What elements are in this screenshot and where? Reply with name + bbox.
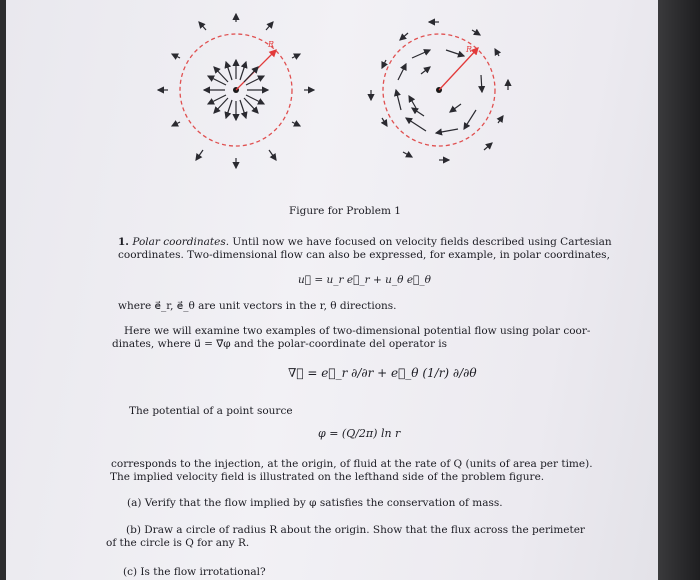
part-c: (c) Is the flow irrotational? xyxy=(123,566,266,578)
corresponds-line-1: corresponds to the injection, at the origin, of fluid at the rate of Q (units of area per time). xyxy=(111,458,593,470)
source-flow-diagram xyxy=(158,14,314,168)
background-edge xyxy=(658,0,700,580)
vortex-radius-label: R xyxy=(466,45,473,54)
source-intro-text: The potential of a point source xyxy=(129,405,293,417)
source-radius-label: R xyxy=(268,40,275,49)
source-potential-equation: φ = (Q/2π) ln r xyxy=(318,427,401,440)
examples-line-2: dinates, where u⃗ = ∇⃗φ and the polar-coordinate del operator is xyxy=(112,338,448,350)
unit-vectors-text: where e⃗_r, e⃗_θ are unit vectors in the r, θ directions. xyxy=(118,300,397,312)
problem-number: 1. xyxy=(118,236,129,248)
problem-intro-line-1 xyxy=(118,235,612,249)
vortex-flow-diagram xyxy=(371,22,508,160)
problem-intro-text: Until now we have focused on velocity fields described using Cartesian xyxy=(232,236,612,248)
part-b-line-1: (b) Draw a circle of radius R about the origin. Show that the flux across the perimeter xyxy=(126,524,585,536)
velocity-equation: u⃗ = u_r e⃗_r + u_θ e⃗_θ xyxy=(298,274,431,286)
problem-intro-line-2: coordinates. Two-dimensional flow can also be expressed, for example, in polar coordinates, xyxy=(118,249,610,261)
problem-figure xyxy=(6,0,658,200)
figure-caption: Figure for Problem 1 xyxy=(289,205,401,217)
problem-title: Polar coordinates. xyxy=(132,236,230,248)
corresponds-line-2: The implied velocity field is illustrated on the lefthand side of the problem figure. xyxy=(110,471,545,483)
document-page xyxy=(6,0,658,580)
examples-line-1: Here we will examine two examples of two-dimensional potential flow using polar coor- xyxy=(124,325,591,337)
part-b-line-2: of the circle is Q for any R. xyxy=(106,537,250,549)
del-operator-equation: ∇⃗ = e⃗_r ∂/∂r + e⃗_θ (1/r) ∂/∂θ xyxy=(288,366,477,380)
part-a: (a) Verify that the flow implied by φ satisfies the conservation of mass. xyxy=(127,497,503,509)
